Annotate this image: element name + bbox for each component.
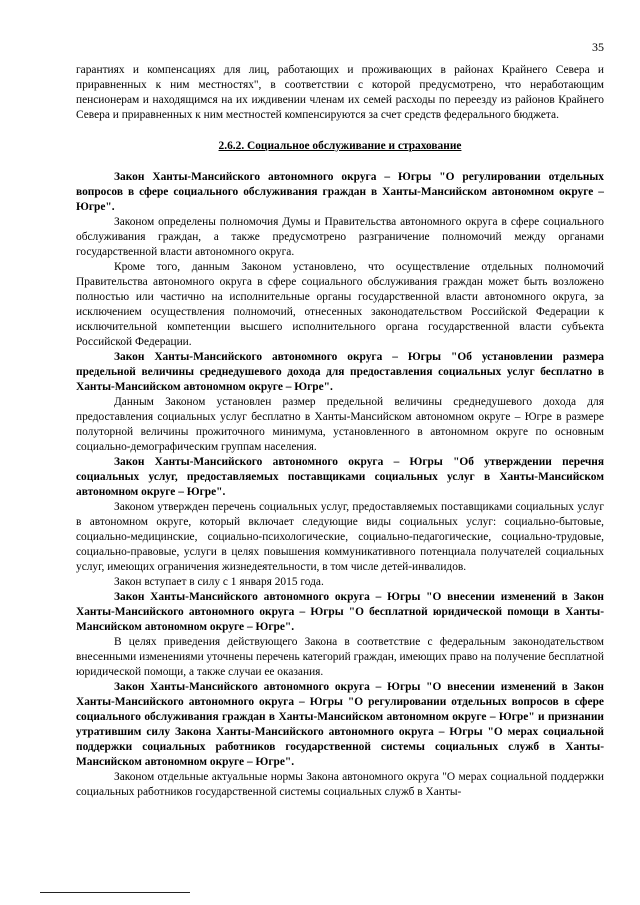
law-title: Закон Ханты-Мансийского автономного округа – Югры "О внесении изменений в Закон Ханты-Мансийского автономного округа – Югры "О бесплатной юридической помощи в Ханты-Мансийском автономном округе – Югре".	[76, 591, 604, 633]
paragraph: В целях приведения действующего Закона в соответствие с федеральным законодательством внесенными изменениями уточнены перечень категорий граждан, имеющих право на получение бесплатной юридической помощи, а также случаи ее оказания.	[76, 636, 604, 678]
section-heading: 2.6.2. Социальное обслуживание и страхование	[218, 140, 462, 152]
document-body	[76, 63, 604, 800]
law-title: Закон Ханты-Мансийского автономного округа – Югры "О внесении изменений в Закон Ханты-Мансийского автономного округа – Югры "О регулировании отдельных вопросов в сфере социального обслуживания граждан в Ханты-Мансийском автономном округе – Югре" и признании утратившим силу Закона Ханты-Мансийского автономного округа – Югры "О мерах социальной поддержки социальных работников государственной системы социальных служб в Ханты-Мансийском автономном округе – Югре".	[76, 681, 604, 768]
intro-paragraph: гарантиях и компенсациях для лиц, работающих и проживающих в районах Крайнего Севера и приравненных к ним местностях", в соответствии с которой предусмотрено, что неработающим пенсионерам и находящимся на их иждивении членам их семей расходы по переезду из районов Крайнего Севера и приравненных к ним местностей компенсируются за счет средств федерального бюджета.	[76, 64, 604, 121]
paragraph: Закон вступает в силу с 1 января 2015 года.	[114, 576, 324, 588]
paragraph: Законом определены полномочия Думы и Правительства автономного округа в сфере социального обслуживания граждан, а также предусмотрено разграничение полномочий между органами государственной власти автономного округа.	[76, 216, 604, 258]
paragraph: Данным Законом установлен размер предельной величины среднедушевого дохода для предоставления социальных услуг бесплатно в Ханты-Мансийском автономном округе – Югре в размере полуторной величины прожиточного минимума, установленного в автономном округе по основным социально-демографическим группам населения.	[76, 396, 604, 453]
law-title: Закон Ханты-Мансийского автономного округа – Югры "Об установлении размера предельной величины среднедушевого дохода для предоставления социальных услуг бесплатно в Ханты-Мансийском автономном округе – Югре".	[76, 351, 604, 393]
law-title: Закон Ханты-Мансийского автономного округа – Югры "Об утверждении перечня социальных услуг, предоставляемых поставщиками социальных услуг в Ханты-Мансийском автономном округе – Югре".	[76, 456, 604, 498]
paragraph: Кроме того, данным Законом установлено, что осуществление отдельных полномочий Правительства автономного округа в сфере социального обслуживания граждан может быть возложено полностью или частично на исполнительные органы государственной власти автономного округа, за исключением осуществления полномочий, отнесенных законодательством Российской Федерации к исключительной компетенции высшего исполнительного органа государственной власти субъекта Российской Федерации.	[76, 261, 604, 348]
page-number: 35	[592, 40, 604, 54]
paragraph: Законом утвержден перечень социальных услуг, предоставляемых поставщиками социальных услуг в автономном округе, который включает следующие виды социальных услуг: социально-бытовые, социально-медицинские, социально-психологические, социально-педагогические, социально-трудовые, социально-правовые, услуги в целях повышения коммуникативного потенциала получателей социальных услуг, имеющих ограничения жизнедеятельности, в том числе детей-инвалидов.	[76, 501, 604, 573]
law-title: Закон Ханты-Мансийского автономного округа – Югры "О регулировании отдельных вопросов в сфере социального обслуживания граждан в Ханты-Мансийском автономном округе – Югре".	[76, 171, 604, 213]
paragraph: Законом отдельные актуальные нормы Закона автономного округа "О мерах социальной поддержки социальных работников государственной системы социальных служб в Ханты-	[76, 771, 604, 798]
footnote-divider	[40, 892, 190, 893]
